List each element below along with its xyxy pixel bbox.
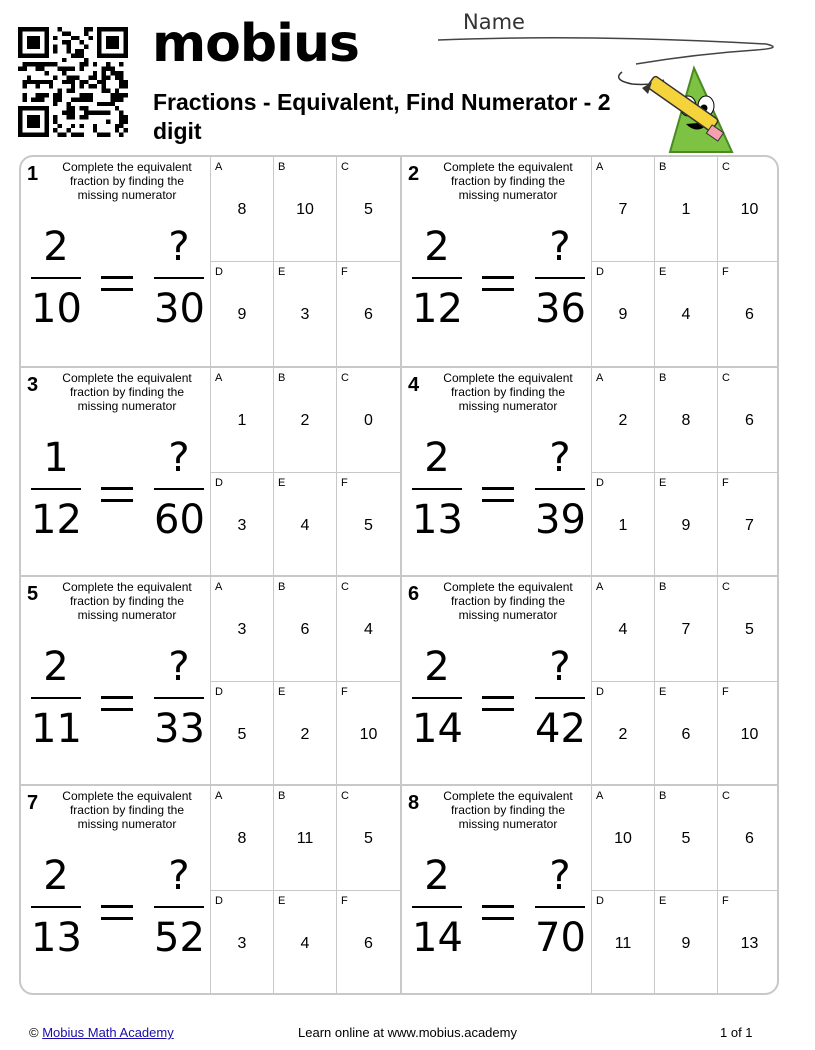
choice-letter: C xyxy=(341,161,349,173)
choice-letter: F xyxy=(722,686,729,698)
target-denominator: 52 xyxy=(154,915,205,961)
given-numerator: 2 xyxy=(424,644,450,690)
answer-choice[interactable] xyxy=(336,890,400,995)
name-label: Name xyxy=(463,10,525,34)
choice-value: 8 xyxy=(681,412,691,429)
choice-letter: D xyxy=(596,477,604,489)
copyright-symbol: © xyxy=(29,1025,39,1040)
given-fraction xyxy=(31,644,82,752)
target-denominator: 70 xyxy=(535,915,586,961)
choice-letter: E xyxy=(278,266,286,278)
answer-choice[interactable] xyxy=(717,368,779,472)
choice-value: 4 xyxy=(681,306,691,323)
answer-choice[interactable] xyxy=(591,786,654,890)
answer-choice[interactable] xyxy=(591,368,654,472)
choice-letter: A xyxy=(215,161,223,173)
target-fraction xyxy=(154,644,205,752)
given-fraction xyxy=(412,853,463,961)
answer-choice[interactable] xyxy=(273,157,336,261)
question-instruction: Complete the equivalent fraction by finding the missing numerator xyxy=(62,371,192,413)
answer-choice[interactable] xyxy=(210,368,273,472)
choice-letter: A xyxy=(215,581,223,593)
question-cell xyxy=(21,366,400,575)
missing-numerator: ? xyxy=(549,644,571,690)
question-instruction: Complete the equivalent fraction by finding the missing numerator xyxy=(443,371,573,413)
choice-letter: F xyxy=(722,895,729,907)
answer-choice[interactable] xyxy=(336,681,400,786)
given-denominator: 13 xyxy=(31,915,82,961)
fraction-bar xyxy=(412,277,462,279)
fraction-bar xyxy=(154,697,204,699)
mobius-academy-link[interactable]: Mobius Math Academy xyxy=(42,1025,174,1040)
question-instruction: Complete the equivalent fraction by finding the missing numerator xyxy=(62,160,192,202)
choice-letter: D xyxy=(215,477,223,489)
choice-value: 1 xyxy=(618,517,628,534)
choice-value: 1 xyxy=(237,412,247,429)
choice-letter: C xyxy=(722,581,730,593)
given-denominator: 14 xyxy=(412,915,463,961)
pencil-mascot-icon xyxy=(612,50,742,160)
choice-value: 10 xyxy=(296,201,314,218)
given-fraction xyxy=(31,224,82,332)
missing-numerator: ? xyxy=(168,435,190,481)
answer-choice[interactable] xyxy=(591,681,654,786)
given-denominator: 13 xyxy=(412,497,463,543)
answer-choice[interactable] xyxy=(591,261,654,366)
question-number: 6 xyxy=(408,583,420,605)
target-denominator: 60 xyxy=(154,497,205,543)
given-numerator: 2 xyxy=(424,224,450,270)
choice-letter: B xyxy=(659,372,667,384)
choice-value: 1 xyxy=(681,201,691,218)
equals-sign xyxy=(101,274,133,296)
answer-choices xyxy=(210,157,400,366)
choice-value: 7 xyxy=(618,201,628,218)
given-numerator: 2 xyxy=(43,644,69,690)
target-fraction xyxy=(535,853,586,961)
choice-letter: E xyxy=(659,686,667,698)
choice-value: 6 xyxy=(745,830,754,847)
answer-choices xyxy=(210,577,400,786)
choice-value: 4 xyxy=(618,621,628,638)
equals-sign xyxy=(482,274,514,296)
question-number: 2 xyxy=(408,163,420,185)
answer-choice[interactable] xyxy=(717,681,779,786)
given-denominator: 11 xyxy=(31,706,82,752)
choice-letter: A xyxy=(596,790,604,802)
fraction-bar xyxy=(412,697,462,699)
choice-value: 2 xyxy=(300,726,310,743)
answer-choice[interactable] xyxy=(717,157,779,261)
target-fraction xyxy=(535,644,586,752)
choice-value: 5 xyxy=(237,726,247,743)
fraction-bar xyxy=(154,277,204,279)
choice-letter: A xyxy=(596,581,604,593)
choice-value: 10 xyxy=(740,201,759,218)
page-number: 1 of 1 xyxy=(720,1025,753,1040)
given-denominator: 12 xyxy=(412,286,463,332)
given-numerator: 2 xyxy=(424,853,450,899)
target-fraction xyxy=(535,435,586,543)
choice-value: 4 xyxy=(300,517,310,534)
answer-choice[interactable] xyxy=(210,261,273,366)
choice-letter: F xyxy=(341,477,348,489)
fraction-bar xyxy=(412,906,462,908)
answer-choice[interactable] xyxy=(273,368,336,472)
choice-value: 6 xyxy=(745,306,754,323)
choice-value: 9 xyxy=(618,306,628,323)
equals-sign xyxy=(101,485,133,507)
choice-letter: C xyxy=(341,372,349,384)
choice-value: 2 xyxy=(300,412,310,429)
answer-choice[interactable] xyxy=(654,368,717,472)
answer-choice[interactable] xyxy=(210,472,273,577)
choice-value: 5 xyxy=(745,621,754,638)
answer-choice[interactable] xyxy=(210,786,273,890)
answer-choice[interactable] xyxy=(654,157,717,261)
target-fraction xyxy=(535,224,586,332)
choice-value: 5 xyxy=(681,830,691,847)
choice-letter: D xyxy=(215,895,223,907)
answer-choice[interactable] xyxy=(273,472,336,577)
answer-choice[interactable] xyxy=(336,157,400,261)
answer-choice[interactable] xyxy=(210,577,273,681)
equals-sign xyxy=(101,903,133,925)
answer-choice[interactable] xyxy=(654,681,717,786)
answer-choice[interactable] xyxy=(210,157,273,261)
target-denominator: 30 xyxy=(154,286,205,332)
choice-letter: D xyxy=(596,895,604,907)
answer-choice[interactable] xyxy=(273,261,336,366)
answer-choice[interactable] xyxy=(273,577,336,681)
choice-value: 10 xyxy=(740,726,759,743)
answer-choice[interactable] xyxy=(654,890,717,995)
question-instruction: Complete the equivalent fraction by finding the missing numerator xyxy=(62,580,192,622)
target-denominator: 39 xyxy=(535,497,586,543)
answer-choice[interactable] xyxy=(273,786,336,890)
missing-numerator: ? xyxy=(549,435,571,481)
page-title: Fractions - Equivalent, Find Numerator - 2 digit xyxy=(153,89,611,144)
fraction-bar xyxy=(154,488,204,490)
choice-value: 6 xyxy=(364,306,373,323)
question-cell xyxy=(21,784,400,993)
answer-choice[interactable] xyxy=(591,577,654,681)
answer-choices xyxy=(591,786,779,995)
answer-choice[interactable] xyxy=(717,786,779,890)
choice-letter: C xyxy=(341,581,349,593)
choice-letter: D xyxy=(596,686,604,698)
fraction-bar xyxy=(31,906,81,908)
target-fraction xyxy=(154,435,205,543)
question-instruction: Complete the equivalent fraction by finding the missing numerator xyxy=(443,160,573,202)
choice-letter: B xyxy=(659,161,667,173)
choice-value: 7 xyxy=(745,517,754,534)
question-number: 7 xyxy=(27,792,39,814)
answer-choice[interactable] xyxy=(654,472,717,577)
qr-code xyxy=(18,27,128,137)
choice-value: 6 xyxy=(745,412,754,429)
choice-letter: C xyxy=(341,790,349,802)
choice-letter: F xyxy=(722,477,729,489)
answer-choices xyxy=(591,157,779,366)
answer-choice[interactable] xyxy=(336,472,400,577)
answer-choice[interactable] xyxy=(336,786,400,890)
question-cell xyxy=(400,784,779,993)
missing-numerator: ? xyxy=(168,224,190,270)
fraction-bar xyxy=(31,488,81,490)
choice-value: 3 xyxy=(237,517,247,534)
equals-sign xyxy=(482,903,514,925)
choice-letter: A xyxy=(215,372,223,384)
mobius-logo xyxy=(152,14,359,74)
fraction-bar xyxy=(412,488,462,490)
question-number: 4 xyxy=(408,374,420,396)
choice-value: 4 xyxy=(364,621,373,638)
choice-letter: A xyxy=(215,790,223,802)
choice-letter: B xyxy=(278,161,286,173)
answer-choice[interactable] xyxy=(336,577,400,681)
choice-value: 3 xyxy=(300,306,310,323)
choice-letter: B xyxy=(659,790,667,802)
equals-sign xyxy=(101,694,133,716)
answer-choice[interactable] xyxy=(717,577,779,681)
given-fraction xyxy=(31,435,82,543)
given-fraction xyxy=(412,644,463,752)
choice-letter: F xyxy=(341,266,348,278)
question-cell xyxy=(400,366,779,575)
answer-choice[interactable] xyxy=(336,261,400,366)
choice-letter: B xyxy=(278,790,286,802)
answer-choice[interactable] xyxy=(654,786,717,890)
choice-letter: A xyxy=(596,372,604,384)
choice-letter: C xyxy=(722,372,730,384)
choice-letter: B xyxy=(659,581,667,593)
choice-letter: F xyxy=(722,266,729,278)
answer-choice[interactable] xyxy=(717,472,779,577)
fraction-bar xyxy=(535,697,585,699)
choice-letter: E xyxy=(659,477,667,489)
target-denominator: 36 xyxy=(535,286,586,332)
choice-letter: E xyxy=(278,477,286,489)
question-cell xyxy=(400,575,779,784)
choice-letter: D xyxy=(215,686,223,698)
choice-letter: F xyxy=(341,686,348,698)
given-fraction xyxy=(31,853,82,961)
question-cell xyxy=(21,575,400,784)
answer-choice[interactable] xyxy=(717,890,779,995)
answer-choices xyxy=(210,368,400,577)
choice-value: 9 xyxy=(681,935,691,952)
choice-value: 13 xyxy=(740,935,759,952)
answer-choice[interactable] xyxy=(591,890,654,995)
target-denominator: 42 xyxy=(535,706,586,752)
question-instruction: Complete the equivalent fraction by finding the missing numerator xyxy=(443,789,573,831)
fraction-bar xyxy=(535,906,585,908)
choice-value: 5 xyxy=(364,201,373,218)
answer-choice[interactable] xyxy=(210,681,273,786)
choice-value: 3 xyxy=(237,935,247,952)
fraction-bar xyxy=(535,488,585,490)
question-grid xyxy=(19,155,779,995)
given-denominator: 10 xyxy=(31,286,82,332)
answer-choice[interactable] xyxy=(273,681,336,786)
missing-numerator: ? xyxy=(168,853,190,899)
choice-letter: B xyxy=(278,372,286,384)
question-cell xyxy=(21,157,400,366)
answer-choice[interactable] xyxy=(273,890,336,995)
answer-choice[interactable] xyxy=(336,368,400,472)
choice-letter: E xyxy=(278,895,286,907)
answer-choices xyxy=(591,577,779,786)
logo-text: mobius xyxy=(152,14,359,74)
fraction-bar xyxy=(31,697,81,699)
choice-letter: B xyxy=(278,581,286,593)
choice-value: 10 xyxy=(614,830,632,847)
given-denominator: 12 xyxy=(31,497,82,543)
choice-value: 4 xyxy=(300,935,310,952)
question-number: 5 xyxy=(27,583,39,605)
fraction-bar xyxy=(154,906,204,908)
answer-choice[interactable] xyxy=(717,261,779,366)
choice-letter: E xyxy=(659,266,667,278)
choice-value: 8 xyxy=(237,201,247,218)
choice-letter: C xyxy=(722,790,730,802)
answer-choice[interactable] xyxy=(654,261,717,366)
answer-choices xyxy=(210,786,400,995)
choice-value: 6 xyxy=(681,726,691,743)
footer-website: Learn online at www.mobius.academy xyxy=(298,1025,517,1040)
choice-value: 11 xyxy=(614,935,632,952)
choice-letter: E xyxy=(278,686,286,698)
choice-letter: E xyxy=(659,895,667,907)
choice-value: 9 xyxy=(237,306,247,323)
missing-numerator: ? xyxy=(549,224,571,270)
choice-letter: D xyxy=(215,266,223,278)
choice-letter: A xyxy=(596,161,604,173)
target-fraction xyxy=(154,853,205,961)
question-number: 8 xyxy=(408,792,420,814)
choice-value: 6 xyxy=(300,621,310,638)
question-instruction: Complete the equivalent fraction by finding the missing numerator xyxy=(443,580,573,622)
choice-value: 0 xyxy=(364,412,373,429)
given-numerator: 2 xyxy=(43,853,69,899)
question-number: 3 xyxy=(27,374,39,396)
fraction-bar xyxy=(535,277,585,279)
question-instruction: Complete the equivalent fraction by finding the missing numerator xyxy=(62,789,192,831)
choice-value: 2 xyxy=(618,726,628,743)
answer-choice[interactable] xyxy=(654,577,717,681)
choice-letter: C xyxy=(722,161,730,173)
given-fraction xyxy=(412,224,463,332)
answer-choice[interactable] xyxy=(591,472,654,577)
choice-letter: D xyxy=(596,266,604,278)
answer-choices xyxy=(591,368,779,577)
given-numerator: 1 xyxy=(43,435,69,481)
choice-value: 7 xyxy=(681,621,691,638)
fraction-bar xyxy=(31,277,81,279)
given-numerator: 2 xyxy=(43,224,69,270)
missing-numerator: ? xyxy=(549,853,571,899)
choice-letter: F xyxy=(341,895,348,907)
question-cell xyxy=(400,157,779,366)
answer-choice[interactable] xyxy=(591,157,654,261)
choice-value: 5 xyxy=(364,830,373,847)
given-fraction xyxy=(412,435,463,543)
choice-value: 3 xyxy=(237,621,247,638)
choice-value: 2 xyxy=(618,412,628,429)
target-fraction xyxy=(154,224,205,332)
choice-value: 9 xyxy=(681,517,691,534)
choice-value: 5 xyxy=(364,517,373,534)
given-numerator: 2 xyxy=(424,435,450,481)
choice-value: 11 xyxy=(296,830,314,847)
equals-sign xyxy=(482,485,514,507)
given-denominator: 14 xyxy=(412,706,463,752)
answer-choice[interactable] xyxy=(210,890,273,995)
target-denominator: 33 xyxy=(154,706,205,752)
choice-value: 8 xyxy=(237,830,247,847)
choice-value: 6 xyxy=(364,935,373,952)
equals-sign xyxy=(482,694,514,716)
question-number: 1 xyxy=(27,163,39,185)
missing-numerator: ? xyxy=(168,644,190,690)
choice-value: 10 xyxy=(359,726,378,743)
